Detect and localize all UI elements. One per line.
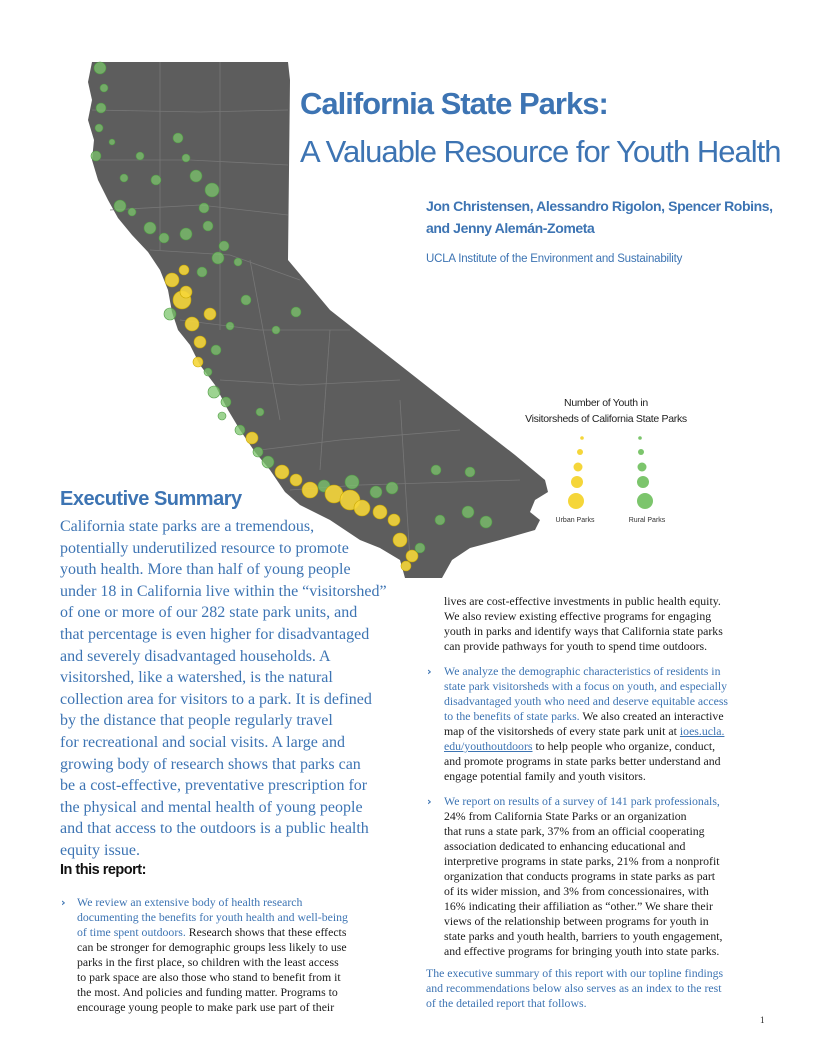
bullet-2-line: map of the visitorsheds of every state park unit at xyxy=(444,724,677,738)
executive-summary-body xyxy=(60,516,425,862)
rural-park-marker xyxy=(96,103,106,113)
bullet-1-continued xyxy=(444,594,774,654)
legend-urban-dot-4 xyxy=(571,476,583,488)
exec-line: the physical and mental health of young people xyxy=(60,798,363,816)
rural-park-marker xyxy=(164,308,176,320)
in-this-report-heading: In this report: xyxy=(60,862,146,878)
bullet-2-line: to the benefits of state parks. xyxy=(444,709,580,723)
rural-park-marker xyxy=(173,133,183,143)
exec-line: be a cost-effective, preventative prescription for xyxy=(60,777,368,795)
legend-urban-dot-3 xyxy=(574,463,583,472)
chevron-right-icon: › xyxy=(61,896,66,909)
legend-rural-dot-3 xyxy=(638,463,647,472)
bullet-1-line: of time spent outdoors. xyxy=(77,925,186,939)
legend-title-line-2: Visitorsheds of California State Parks xyxy=(525,413,687,425)
bullet-3-line: that runs a state park, 37% from an official cooperating xyxy=(444,824,705,838)
rural-park-marker xyxy=(114,200,126,212)
rural-park-marker xyxy=(435,515,445,525)
rural-park-marker xyxy=(144,222,156,234)
rural-park-marker xyxy=(218,412,226,420)
chevron-right-icon: › xyxy=(427,795,432,808)
rural-park-marker xyxy=(128,208,136,216)
bullet-1-line: to park space are also those who stand to benefit from it xyxy=(77,970,341,984)
page-number: 1 xyxy=(760,1015,765,1025)
urban-park-marker xyxy=(180,286,192,298)
rural-park-marker xyxy=(235,425,245,435)
bullet-1-line: Research shows that these effects xyxy=(188,925,347,939)
report-title: California State Parks: xyxy=(300,86,608,121)
rural-park-marker xyxy=(180,228,192,240)
urban-park-marker xyxy=(290,474,302,486)
exec-line: of one or more of our 282 state park units, and xyxy=(60,604,358,622)
legend-entry-2: 101 - 1,000 xyxy=(596,450,624,456)
legend-rural-dot-2 xyxy=(638,449,644,455)
exec-line: that percentage is even higher for disadvantaged xyxy=(60,625,370,643)
bullet-1-continued-line: can provide pathways for youth to spend time outdoors. xyxy=(444,639,708,653)
legend-title-line-1: Number of Youth in xyxy=(564,397,648,409)
rural-park-marker xyxy=(199,203,209,213)
rural-park-marker xyxy=(386,482,398,494)
rural-park-marker xyxy=(100,84,108,92)
exec-line: and severely disadvantaged households. A xyxy=(60,647,331,665)
bullet-3-line: interpretive programs in state parks, 21% from a nonprofit xyxy=(444,854,720,868)
urban-park-marker xyxy=(165,273,179,287)
bullet-3-line: of its wider mission, and 3% from concessionaires, with xyxy=(444,884,709,898)
exec-line: California state parks are a tremendous, xyxy=(60,518,315,535)
legend-urban-dot-1 xyxy=(580,436,584,440)
youth-outdoors-link[interactable]: ioes.ucla. xyxy=(679,724,725,738)
closing-paragraph xyxy=(426,966,776,1011)
rural-park-marker xyxy=(370,486,382,498)
rural-park-marker xyxy=(91,151,101,161)
bullet-1-line: parks in the first place, so children with the least access xyxy=(77,955,339,969)
urban-park-marker xyxy=(193,357,203,367)
bullet-2-line: engage potential family and youth visitors. xyxy=(444,769,646,783)
exec-line: potentially underutilized resource to promote xyxy=(60,539,349,557)
urban-park-marker xyxy=(275,465,289,479)
rural-park-marker xyxy=(465,467,475,477)
bullet-3-line: association dedicated to enhancing educational and xyxy=(444,839,686,853)
bullet-3-line: and effective programs for bringing youth into state parks. xyxy=(444,944,720,958)
bullet-3-line: state parks and youth health, barriers to youth engagement, xyxy=(444,929,723,943)
rural-park-marker xyxy=(95,124,103,132)
rural-park-marker xyxy=(197,267,207,277)
bullet-1-line: can be stronger for demographic groups less likely to use xyxy=(77,940,347,954)
authors-line-1: Jon Christensen, Alessandro Rigolon, Spencer Robins, xyxy=(426,198,773,214)
rural-park-marker xyxy=(262,456,274,468)
bullet-1-continued-line: youth in parks and identify ways that California state parks xyxy=(444,624,723,638)
rural-park-marker xyxy=(203,221,213,231)
bullet-2-line: and promote programs in state parks better understand and xyxy=(444,754,721,768)
exec-line: by the distance that people regularly travel xyxy=(60,712,333,730)
rural-park-marker xyxy=(136,152,144,160)
map-legend xyxy=(556,436,666,524)
rural-park-marker xyxy=(182,154,190,162)
closing-line: of the detailed report that follows. xyxy=(426,996,587,1010)
exec-line: collection area for visitors to a park. It is defined xyxy=(60,690,372,708)
bullet-3-line: views of the relationship between programs for youth in xyxy=(444,914,709,928)
urban-park-marker xyxy=(179,265,189,275)
urban-park-marker xyxy=(194,336,206,348)
legend-entry-1: Up to 100 xyxy=(598,436,622,442)
legend-entry-4: 10,001 - 100,000 xyxy=(589,480,631,486)
rural-park-marker xyxy=(190,170,202,182)
bullet-2-line: disadvantaged youth who need and deserve equitable access xyxy=(444,694,729,708)
rural-park-marker xyxy=(431,465,441,475)
rural-park-marker xyxy=(159,233,169,243)
bullet-1-continued-line: We also review existing effective programs for engaging xyxy=(444,609,712,623)
bullet-1-line: We review an extensive body of health research xyxy=(77,895,303,909)
rural-park-marker xyxy=(253,447,263,457)
institution: UCLA Institute of the Environment and Sustainability xyxy=(426,253,683,265)
rural-park-marker xyxy=(241,295,251,305)
bullet-1 xyxy=(77,895,407,1015)
youth-outdoors-link[interactable]: edu/youthoutdoors xyxy=(444,739,533,753)
authors xyxy=(426,195,786,239)
legend-rural-label: Rural Parks xyxy=(628,517,666,524)
rural-park-marker xyxy=(256,408,264,416)
bullet-1-line: the most. And policies and funding matter. Programs to xyxy=(77,985,338,999)
bullet-2-line: to help people who organize, conduct, xyxy=(535,739,716,753)
bullet-1-line: encourage young people to make park use part of their xyxy=(77,1000,335,1014)
rural-park-marker xyxy=(480,516,492,528)
rural-park-marker xyxy=(120,174,128,182)
legend-entry-5: Over 100,000 xyxy=(593,496,627,502)
rural-park-marker xyxy=(94,62,106,74)
rural-park-marker xyxy=(109,139,115,145)
rural-park-marker xyxy=(221,397,231,407)
rural-park-marker xyxy=(151,175,161,185)
rural-park-marker xyxy=(291,307,301,317)
closing-line: and recommendations below also serves as an index to the rest xyxy=(426,981,722,995)
chevron-right-icon: › xyxy=(427,665,432,678)
bullet-3-line: organization that conducts programs in state parks as part xyxy=(444,869,716,883)
urban-park-marker xyxy=(354,500,370,516)
exec-line: visitorshed, like a watershed, is the natural xyxy=(60,669,333,687)
report-subtitle: A Valuable Resource for Youth Health xyxy=(300,134,781,169)
rural-park-marker xyxy=(205,183,219,197)
executive-summary-heading: Executive Summary xyxy=(60,488,242,510)
exec-line: growing body of research shows that parks can xyxy=(60,755,361,773)
urban-park-marker xyxy=(302,482,318,498)
rural-park-marker xyxy=(219,241,229,251)
bullet-3 xyxy=(444,794,774,959)
rural-park-marker xyxy=(211,345,221,355)
exec-line: for recreational and social visits. A large and xyxy=(60,733,345,751)
legend-rural-dot-5 xyxy=(637,493,653,509)
bullet-1-continued-line: lives are cost-effective investments in public health equity. xyxy=(444,594,721,608)
legend-urban-label: Urban Parks xyxy=(555,517,595,524)
legend-urban-dot-2 xyxy=(577,449,583,455)
legend-rural-dot-1 xyxy=(638,436,642,440)
exec-line: youth health. More than half of young people xyxy=(60,561,351,579)
exec-line: under 18 in California live within the “visitorshed” xyxy=(60,582,387,600)
exec-line: equity issue. xyxy=(60,841,140,859)
bullet-3-line: 24% from California State Parks or an organization xyxy=(444,809,687,823)
rural-park-marker xyxy=(234,258,242,266)
bullet-2-line: We analyze the demographic characteristics of residents in xyxy=(444,664,721,678)
closing-line: The executive summary of this report with our topline findings xyxy=(426,966,724,980)
rural-park-marker xyxy=(462,506,474,518)
rural-park-marker xyxy=(212,252,224,264)
bullet-2-line: We also created an interactive xyxy=(582,709,724,723)
rural-park-marker xyxy=(226,322,234,330)
authors-line-2: and Jenny Alemán-Zometa xyxy=(426,220,595,236)
rural-park-marker xyxy=(208,386,220,398)
bullet-2 xyxy=(444,664,774,784)
urban-park-marker xyxy=(246,432,258,444)
legend-urban-dot-5 xyxy=(568,493,584,509)
legend-entry-3: 1,001 - 10,000 xyxy=(592,465,628,471)
bullet-2-line: state park visitorsheds with a focus on youth, and especially xyxy=(444,679,728,693)
exec-line: and that access to the outdoors is a public health xyxy=(60,820,369,838)
legend-rural-dot-4 xyxy=(637,476,649,488)
urban-park-marker xyxy=(204,308,216,320)
bullet-1-line: documenting the benefits for youth health and well-being xyxy=(77,910,348,924)
urban-park-marker xyxy=(185,317,199,331)
rural-park-marker xyxy=(204,368,212,376)
bullet-3-line: 16% indicating their affiliation as “other.” We share their xyxy=(444,899,713,913)
rural-park-marker xyxy=(272,326,280,334)
bullet-3-line: We report on results of a survey of 141 park professionals, xyxy=(444,794,720,808)
legend-title xyxy=(500,395,712,427)
rural-park-marker xyxy=(345,475,359,489)
